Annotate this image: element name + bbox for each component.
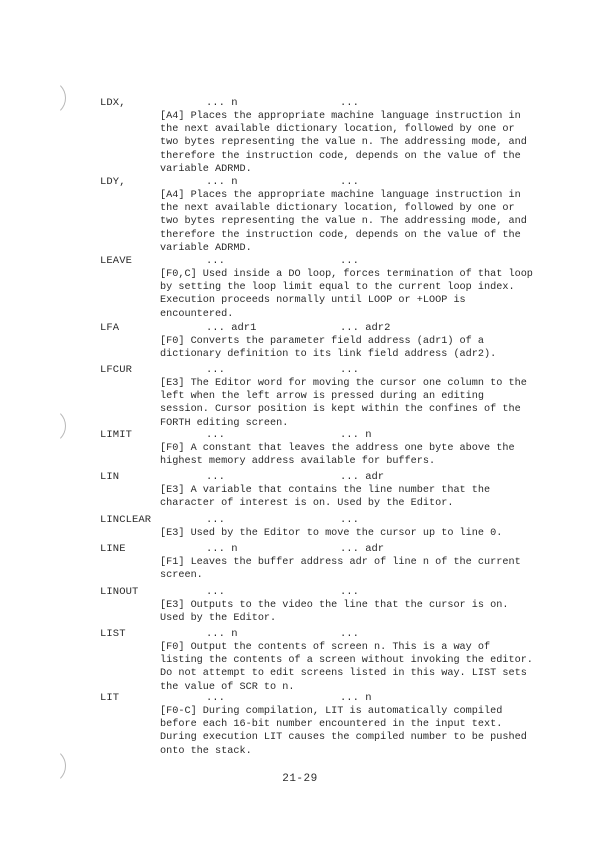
- stack-notation: [160, 176, 540, 188]
- stack-notation: [160, 514, 540, 526]
- stack-before: ... n: [206, 97, 238, 109]
- entry-term: LIN: [100, 471, 120, 483]
- entry-description: [E3] Used by the Editor to move the cursor up to line 0.: [160, 528, 503, 539]
- stack-notation: [160, 628, 540, 640]
- entry-term: LINOUT: [100, 586, 139, 598]
- stack-notation: [160, 97, 540, 109]
- stack-before: ...: [206, 514, 225, 526]
- stack-notation: [160, 364, 540, 376]
- stack-notation: [160, 255, 540, 267]
- stack-before: ...: [206, 471, 225, 483]
- stack-before: ...: [206, 255, 225, 267]
- entry-description: [F0] Converts the parameter field address (adr1) of a dictionary definition to its link field address (adr2).: [160, 336, 497, 361]
- entry-term: LFCUR: [100, 364, 133, 376]
- entry-term: LINCLEAR: [100, 514, 152, 526]
- entry-term: LEAVE: [100, 255, 133, 267]
- entry-term: LDX,: [100, 97, 126, 109]
- stack-before: ... n: [206, 176, 238, 188]
- stack-notation: [160, 429, 540, 441]
- punch-hole-mark: [30, 80, 66, 116]
- entry-term: LIMIT: [100, 429, 133, 441]
- stack-before: ...: [206, 364, 225, 376]
- stack-before: ...: [206, 692, 225, 704]
- entry-description: [F1] Leaves the buffer address adr of line n of the current screen.: [160, 557, 521, 582]
- stack-after: ... n: [340, 692, 372, 704]
- stack-notation: [160, 586, 540, 598]
- stack-after: ...: [340, 586, 359, 598]
- entry-description: [F0,C] Used inside a DO loop, forces termination of that loop by setting the loop limit equal to the current loop index. Execution proceeds normally until LOOP or +LOOP is encountered.: [160, 269, 533, 320]
- entry-term: LIST: [100, 628, 126, 640]
- stack-notation: [160, 471, 540, 483]
- stack-before: ...: [206, 586, 225, 598]
- stack-notation: [160, 543, 540, 555]
- entry-description: [A4] Places the appropriate machine language instruction in the next available dictionary location, followed by one or two bytes representing the value n. The addressing mode, and therefore the instruction code, depends on the value of the variable ADRMD.: [160, 190, 527, 254]
- stack-after: ...: [340, 176, 359, 188]
- stack-after: ...: [340, 255, 359, 267]
- stack-after: ... adr2: [340, 322, 391, 334]
- page-number: 21-29: [282, 773, 318, 785]
- stack-before: ... n: [206, 628, 238, 640]
- stack-after: ... adr: [340, 543, 385, 555]
- entry-term: LDY,: [100, 176, 126, 188]
- stack-after: ...: [340, 514, 359, 526]
- stack-before: ... n: [206, 543, 238, 555]
- stack-before: ... adr1: [206, 322, 257, 334]
- stack-after: ...: [340, 628, 359, 640]
- stack-notation: [160, 322, 540, 334]
- entry-description: [E3] The Editor word for moving the cursor one column to the left when the left arrow is pressed during an editing session. Cursor position is kept within the confines of the FORTH editing screen.: [160, 378, 527, 429]
- entry-term: LINE: [100, 543, 126, 555]
- entry-description: [F0-C] During compilation, LIT is automatically compiled before each 16-bit number encountered in the input text. During execution LIT causes the compiled number to be pushed onto the stack.: [160, 706, 527, 757]
- entry-description: [E3] Outputs to the video the line that the cursor is on. Used by the Editor.: [160, 600, 509, 625]
- stack-after: ... n: [340, 429, 372, 441]
- stack-after: ... adr: [340, 471, 385, 483]
- punch-hole-mark: [30, 408, 66, 444]
- entry-term: LIT: [100, 692, 120, 704]
- entry-description: [F0] A constant that leaves the address one byte above the highest memory address available for buffers.: [160, 443, 515, 468]
- entry-description: [A4] Places the appropriate machine language instruction in the next available dictionary location, followed by one or two bytes representing the value n. The addressing mode, and therefore the instruction code, depends on the value of the variable ADRMD.: [160, 111, 527, 175]
- stack-after: ...: [340, 97, 359, 109]
- entry-description: [F0] Output the contents of screen n. This is a way of listing the contents of a screen without invoking the editor. Do not attempt to edit screens listed in this way. LIST sets the value of SCR to n.: [160, 642, 533, 693]
- stack-notation: [160, 692, 540, 704]
- stack-before: ...: [206, 429, 225, 441]
- entry-description: [E3] A variable that contains the line number that the character of interest is on. Used by the Editor.: [160, 485, 491, 510]
- entry-term: LFA: [100, 322, 120, 334]
- stack-after: ...: [340, 364, 359, 376]
